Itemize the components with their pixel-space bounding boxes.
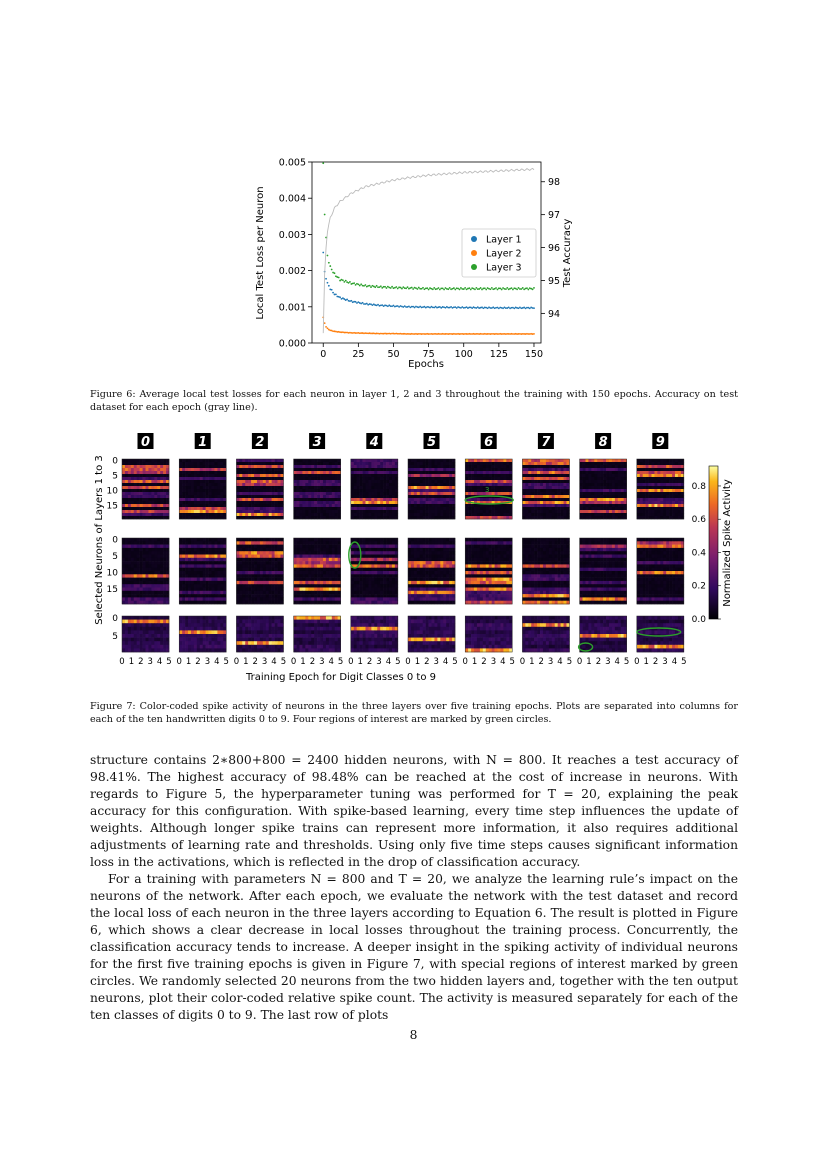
loss-point bbox=[325, 326, 327, 328]
legend-label: Layer 3 bbox=[486, 262, 522, 274]
loss-point bbox=[366, 303, 368, 305]
heatmap-x-tick-label: 3 bbox=[147, 657, 153, 667]
digit-image bbox=[138, 433, 154, 450]
loss-point bbox=[327, 255, 329, 257]
loss-point bbox=[533, 307, 535, 309]
heatmap-x-tick-label: 4 bbox=[671, 657, 678, 667]
colorbar bbox=[709, 466, 718, 619]
x-axis-label: Epochs bbox=[408, 359, 444, 370]
legend-marker bbox=[471, 250, 477, 256]
loss-point bbox=[401, 288, 403, 290]
loss-point bbox=[449, 287, 451, 289]
svg-text:8: 8 bbox=[598, 435, 608, 450]
heatmap-x-tick-label: 0 bbox=[233, 657, 240, 667]
heatmap-x-tick-label: 1 bbox=[471, 657, 478, 667]
svg-text:6: 6 bbox=[484, 435, 494, 450]
loss-point bbox=[369, 285, 371, 287]
heatmap-x-tick-label: 5 bbox=[395, 657, 401, 667]
loss-point bbox=[353, 282, 355, 284]
loss-point bbox=[327, 282, 329, 284]
loss-point bbox=[485, 289, 487, 291]
heatmap-panel bbox=[122, 538, 169, 604]
heatmap-panel bbox=[236, 459, 283, 519]
figure-7-caption: Figure 7: Color-coded spike activity of neurons in the three layers over five training epochs. Plots are separated into columns for each of the ten handwritten digits 0 to 9. Four regions of interest are marked by green circles. bbox=[90, 701, 738, 725]
x-tick-label: 25 bbox=[352, 349, 365, 360]
heatmap-y-tick-label: 15 bbox=[106, 501, 118, 512]
heatmap-x-tick-label: 5 bbox=[280, 657, 287, 667]
heatmap-x-tick-label: 5 bbox=[681, 657, 687, 667]
loss-point bbox=[359, 285, 361, 287]
heatmap-panel bbox=[351, 459, 398, 519]
loss-point bbox=[377, 304, 379, 306]
heatmap-x-tick-label: 5 bbox=[509, 657, 515, 667]
heatmap-x-tick-label: 5 bbox=[623, 657, 630, 667]
heatmap-x-tick-label: 1 bbox=[243, 657, 249, 667]
y-right-tick-label: 94 bbox=[548, 308, 561, 320]
heatmap-x-tick-label: 0 bbox=[462, 657, 468, 667]
loss-point bbox=[518, 287, 520, 289]
loss-point bbox=[324, 322, 326, 324]
heatmap-x-tick-label: 4 bbox=[500, 657, 506, 667]
paragraph-2: For a training with parameters N = 800 and T = 20, we analyze the learning rule’s impact on the neurons of the network. After each epoch, we evaluate the network with the test dataset and record the local loss of each neuron in the three layers according to Equation 6. The result is plotted in Figure 6, which shows a clear decrease in local losses throughout the training process. Concurrently, the classification accuracy tends to increase. A deeper insight in the spiking activity of individual neurons for the first five training epochs is given in Figure 7, with special regions of interest marked by green circles. We randomly selected 20 neurons from the two hidden layers and, together with the ten output neurons, plot their color-coded relative spike count. The activity is measured separately for each of the ten classes of digits 0 to 9. The last row of plots bbox=[90, 872, 738, 1022]
heatmap-x-tick-label: 3 bbox=[547, 657, 554, 667]
y-tick-label: 0.000 bbox=[278, 338, 306, 350]
loss-point bbox=[376, 285, 378, 287]
loss-point bbox=[380, 285, 382, 287]
x-tick-label: 50 bbox=[387, 349, 400, 360]
figure-6 bbox=[250, 150, 580, 375]
loss-point bbox=[339, 296, 341, 298]
loss-point bbox=[520, 288, 522, 290]
heatmap-panel bbox=[179, 538, 226, 604]
svg-text:7: 7 bbox=[541, 435, 551, 450]
digit-image bbox=[195, 433, 211, 450]
heatmap-y-axis-label: Selected Neurons of Layers 1 to 3 bbox=[94, 455, 105, 625]
svg-text:3: 3 bbox=[312, 435, 322, 450]
y-tick-label: 0.003 bbox=[278, 229, 306, 241]
heatmap-x-axis-label: Training Epoch for Digit Classes 0 to 9 bbox=[245, 672, 437, 683]
loss-point bbox=[516, 289, 518, 291]
loss-point bbox=[349, 281, 351, 283]
loss-point bbox=[357, 283, 359, 285]
loss-point bbox=[332, 292, 334, 294]
layer-2-series bbox=[322, 316, 535, 335]
loss-point bbox=[422, 287, 424, 289]
loss-point bbox=[350, 300, 352, 302]
heatmap-x-tick-label: 4 bbox=[214, 657, 220, 667]
heatmap-x-tick-label: 3 bbox=[662, 657, 668, 667]
loss-point bbox=[475, 287, 477, 289]
heatmap-x-tick-label: 4 bbox=[385, 657, 392, 667]
y-right-tick-label: 97 bbox=[548, 210, 561, 222]
heatmap-y-tick-label: 0 bbox=[112, 535, 118, 546]
loss-point bbox=[454, 289, 456, 291]
heatmap-panel bbox=[122, 459, 169, 519]
heatmap-x-tick-label: 0 bbox=[348, 657, 354, 667]
loss-point bbox=[443, 289, 445, 291]
figure-7-heatmap-grid bbox=[85, 428, 755, 688]
legend-marker bbox=[471, 264, 477, 270]
loss-point bbox=[397, 288, 399, 290]
x-tick-label: 150 bbox=[524, 349, 544, 360]
loss-point bbox=[360, 283, 362, 285]
loss-point bbox=[432, 288, 434, 290]
loss-point bbox=[384, 286, 386, 288]
heatmap-x-tick-label: 0 bbox=[119, 657, 125, 667]
loss-point bbox=[470, 289, 472, 291]
loss-point bbox=[490, 288, 492, 290]
heatmap-x-tick-label: 3 bbox=[376, 657, 382, 667]
loss-point bbox=[497, 289, 499, 291]
heatmap-x-tick-label: 2 bbox=[424, 657, 430, 667]
loss-point bbox=[484, 287, 486, 289]
heatmap-y-tick-label: 0 bbox=[112, 613, 118, 624]
heatmap-panel bbox=[179, 616, 226, 652]
y-tick-label: 0.004 bbox=[278, 193, 306, 205]
loss-point bbox=[322, 162, 324, 164]
loss-point bbox=[370, 286, 372, 288]
heatmap-x-tick-label: 4 bbox=[156, 657, 163, 667]
loss-point bbox=[412, 288, 414, 290]
loss-point bbox=[438, 287, 440, 289]
page-number: 8 bbox=[409, 1028, 418, 1042]
heatmap-x-tick-label: 5 bbox=[223, 657, 229, 667]
digit-image bbox=[252, 433, 268, 450]
digit-image bbox=[538, 433, 554, 450]
loss-point bbox=[346, 298, 348, 300]
loss-point bbox=[459, 289, 461, 291]
heatmap-x-tick-label: 1 bbox=[643, 657, 649, 667]
loss-point bbox=[522, 287, 524, 289]
y-tick-label: 0.002 bbox=[278, 266, 306, 278]
x-tick-label: 100 bbox=[454, 349, 473, 360]
digit-image bbox=[366, 433, 382, 450]
y-axis-label: Local Test Loss per Neuron bbox=[255, 186, 266, 320]
heatmap-panel bbox=[580, 616, 627, 652]
heatmap-x-tick-label: 0 bbox=[290, 657, 297, 667]
loss-point bbox=[512, 289, 514, 291]
heatmap-x-tick-label: 4 bbox=[614, 657, 620, 667]
heatmap-x-tick-label: 2 bbox=[138, 657, 144, 667]
colorbar-tick-label: 0.6 bbox=[691, 515, 706, 526]
heatmap-x-tick-label: 2 bbox=[309, 657, 316, 667]
loss-point bbox=[495, 287, 497, 289]
heatmap-panel bbox=[522, 459, 569, 519]
heatmap-y-tick-label: 10 bbox=[106, 568, 118, 579]
svg-text:2: 2 bbox=[255, 435, 265, 450]
heatmap-panel bbox=[580, 538, 627, 604]
y-axis-right-label: Test Accuracy bbox=[562, 218, 573, 288]
loss-point bbox=[335, 293, 337, 295]
legend-label: Layer 1 bbox=[486, 234, 522, 246]
heatmap-panel bbox=[351, 538, 398, 604]
loss-point bbox=[511, 287, 513, 289]
loss-point bbox=[322, 252, 324, 254]
heatmap-x-tick-label: 0 bbox=[519, 657, 526, 667]
heatmap-panel bbox=[637, 538, 684, 604]
loss-point bbox=[328, 285, 330, 287]
svg-text:5: 5 bbox=[426, 435, 437, 450]
loss-point bbox=[501, 289, 503, 291]
loss-point bbox=[331, 269, 333, 271]
heatmap-x-tick-label: 0 bbox=[576, 657, 583, 667]
heatmap-x-tick-label: 2 bbox=[538, 657, 544, 667]
colorbar-label: Normalized Spike Activity bbox=[722, 479, 733, 607]
colorbar-tick-label: 0.4 bbox=[691, 548, 706, 559]
loss-point bbox=[328, 262, 330, 264]
loss-point bbox=[386, 287, 388, 289]
heatmap-panel bbox=[408, 538, 455, 604]
svg-text:0: 0 bbox=[140, 435, 151, 450]
svg-text:4: 4 bbox=[369, 435, 379, 450]
heatmap-x-tick-label: 0 bbox=[176, 657, 182, 667]
heatmap-x-tick-label: 1 bbox=[529, 657, 535, 667]
heatmap-x-tick-label: 3 bbox=[261, 657, 268, 667]
heatmap-x-tick-label: 1 bbox=[185, 657, 192, 667]
loss-point bbox=[343, 281, 345, 283]
heatmap-panel bbox=[294, 538, 341, 604]
y-tick-label: 0.005 bbox=[278, 157, 306, 169]
heatmap-x-tick-label: 5 bbox=[166, 657, 172, 667]
heatmap-x-tick-label: 1 bbox=[128, 657, 135, 667]
body-text bbox=[90, 752, 738, 1024]
heatmap-panel bbox=[637, 459, 684, 519]
loss-point bbox=[532, 288, 534, 290]
heatmap-x-tick-label: 5 bbox=[566, 657, 573, 667]
heatmap-panel bbox=[465, 538, 512, 604]
digit-image bbox=[652, 433, 668, 450]
paragraph-1: structure contains 2∗800+800 = 2400 hidden neurons, with N = 800. It reaches a test accuracy of 98.41%. The highest accuracy of 98.48% can be reached at the cost of increase in neurons. With regards to Figure 5, the hyperparameter tuning was performed for T = 20, explaining the peak accuracy for this configuration. With spike-based learning, every time step influences the update of weights. Although longer spike trains can represent more information, it also requires additional adjustments of learning rate and thresholds. Using only five time steps causes significant information loss in the activations, which is reflected in the drop of classification accuracy. bbox=[90, 753, 738, 869]
heatmap-x-tick-label: 5 bbox=[452, 657, 458, 667]
figure-6-caption: Figure 6: Average local test losses for each neuron in layer 1, 2 and 3 throughout the training with 150 epochs. Accuracy on test dataset for each epoch (gray line). bbox=[90, 389, 738, 413]
heatmap-x-tick-label: 0 bbox=[405, 657, 411, 667]
loss-point bbox=[463, 288, 465, 290]
loss-point bbox=[527, 289, 529, 291]
heatmap-x-tick-label: 4 bbox=[442, 657, 449, 667]
loss-point bbox=[355, 284, 357, 286]
heatmap-panel bbox=[465, 616, 512, 652]
figure-7 bbox=[85, 428, 755, 688]
loss-point bbox=[526, 287, 528, 289]
loss-point bbox=[416, 288, 418, 290]
loss-point bbox=[418, 287, 420, 289]
colorbar-tick-label: 0.8 bbox=[691, 481, 706, 492]
heatmap-panel bbox=[408, 616, 455, 652]
loss-point bbox=[407, 286, 409, 288]
heatmap-panel bbox=[236, 538, 283, 604]
heatmap-x-tick-label: 3 bbox=[605, 657, 611, 667]
loss-point bbox=[391, 286, 393, 288]
loss-point bbox=[345, 280, 347, 282]
y-right-tick-label: 96 bbox=[548, 243, 561, 255]
loss-point bbox=[342, 279, 344, 281]
heatmap-x-tick-label: 1 bbox=[357, 657, 363, 667]
heatmap-x-tick-label: 2 bbox=[252, 657, 258, 667]
heatmap-x-tick-label: 1 bbox=[586, 657, 592, 667]
loss-point bbox=[474, 288, 476, 290]
loss-point bbox=[505, 288, 507, 290]
heatmap-x-tick-label: 2 bbox=[595, 657, 602, 667]
heatmap-x-tick-label: 4 bbox=[328, 657, 334, 667]
loss-point bbox=[428, 289, 430, 291]
heatmap-panel bbox=[294, 616, 341, 652]
heatmap-panel bbox=[580, 459, 627, 519]
loss-point bbox=[442, 287, 444, 289]
loss-point bbox=[364, 284, 366, 286]
heatmap-x-tick-label: 0 bbox=[634, 657, 640, 667]
figure-6-chart bbox=[250, 150, 580, 375]
heatmap-panel bbox=[236, 616, 283, 652]
heatmap-y-tick-label: 5 bbox=[112, 471, 118, 482]
heatmap-x-tick-label: 3 bbox=[490, 657, 497, 667]
loss-point bbox=[324, 214, 326, 216]
svg-text:1: 1 bbox=[198, 435, 208, 450]
heatmap-y-tick-label: 5 bbox=[112, 552, 118, 563]
loss-point bbox=[327, 327, 329, 329]
region-annotation: 3 bbox=[484, 486, 490, 494]
digit-image bbox=[595, 433, 611, 450]
loss-point bbox=[433, 287, 435, 289]
heatmap-y-tick-label: 10 bbox=[106, 486, 118, 497]
loss-point bbox=[439, 289, 441, 291]
loss-point bbox=[405, 287, 407, 289]
loss-point bbox=[480, 287, 482, 289]
colorbar-tick-label: 0.0 bbox=[691, 615, 706, 625]
loss-point bbox=[533, 333, 535, 335]
heatmap-y-tick-label: 15 bbox=[106, 585, 118, 596]
heatmap-y-tick-label: 5 bbox=[112, 631, 118, 642]
loss-point bbox=[533, 287, 535, 289]
loss-point bbox=[453, 287, 455, 289]
loss-point bbox=[338, 277, 340, 279]
digit-image bbox=[309, 433, 325, 450]
heatmap-x-tick-label: 3 bbox=[319, 657, 325, 667]
heatmap-x-tick-label: 1 bbox=[300, 657, 306, 667]
legend-label: Layer 2 bbox=[486, 248, 522, 260]
digit-image bbox=[424, 433, 440, 450]
legend-marker bbox=[471, 236, 477, 242]
heatmap-panel bbox=[179, 459, 226, 519]
heatmap-panel bbox=[522, 538, 569, 604]
loss-point bbox=[506, 287, 508, 289]
y-right-tick-label: 98 bbox=[548, 177, 561, 189]
heatmap-x-tick-label: 1 bbox=[414, 657, 421, 667]
loss-point bbox=[411, 287, 413, 289]
heatmap-panel bbox=[122, 616, 169, 652]
heatmap-panel bbox=[351, 616, 398, 652]
digit-image bbox=[481, 433, 497, 450]
heatmap-y-tick-label: 0 bbox=[112, 456, 118, 467]
x-tick-label: 125 bbox=[489, 349, 508, 360]
loss-point bbox=[331, 289, 333, 291]
heatmap-x-tick-label: 2 bbox=[481, 657, 487, 667]
heatmap-x-tick-label: 4 bbox=[271, 657, 277, 667]
heatmap-panel bbox=[408, 459, 455, 519]
heatmap-panel bbox=[522, 616, 569, 652]
loss-point bbox=[334, 272, 336, 274]
loss-point bbox=[491, 287, 493, 289]
y-tick-label: 0.001 bbox=[278, 302, 306, 314]
x-tick-label: 0 bbox=[320, 349, 327, 360]
loss-point bbox=[426, 287, 428, 289]
loss-point bbox=[390, 287, 392, 289]
svg-text:9: 9 bbox=[655, 435, 665, 450]
heatmap-x-tick-label: 3 bbox=[433, 657, 439, 667]
loss-point bbox=[329, 265, 331, 267]
loss-point bbox=[468, 287, 470, 289]
heatmap-x-tick-label: 2 bbox=[652, 657, 659, 667]
heatmap-x-tick-label: 5 bbox=[337, 657, 344, 667]
heatmap-x-tick-label: 2 bbox=[195, 657, 201, 667]
heatmap-panel bbox=[294, 459, 341, 519]
colorbar-tick-label: 0.2 bbox=[691, 581, 706, 592]
loss-point bbox=[395, 286, 397, 288]
loss-point bbox=[374, 286, 376, 288]
loss-point bbox=[325, 278, 327, 280]
heatmap-x-tick-label: 2 bbox=[366, 657, 373, 667]
loss-point bbox=[464, 287, 466, 289]
y-right-tick-label: 95 bbox=[548, 275, 561, 287]
heatmap-x-tick-label: 3 bbox=[204, 657, 211, 667]
x-tick-label: 75 bbox=[422, 349, 435, 360]
heatmap-x-tick-label: 4 bbox=[557, 657, 563, 667]
loss-point bbox=[447, 288, 449, 290]
loss-point bbox=[362, 302, 364, 304]
loss-point bbox=[355, 301, 357, 303]
